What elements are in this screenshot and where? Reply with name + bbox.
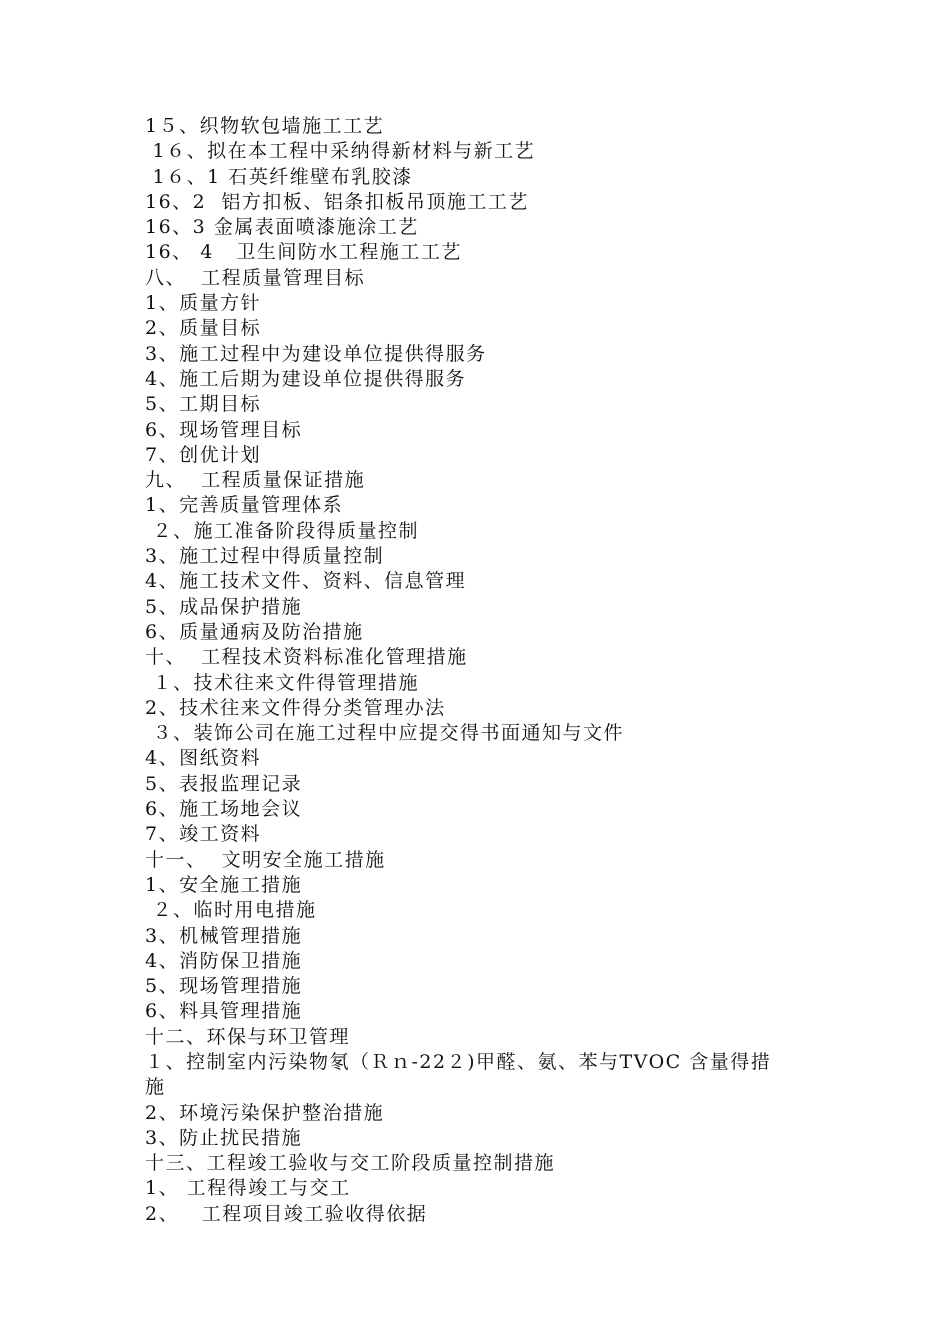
section-heading: 九、 工程质量保证措施 [145, 469, 366, 492]
section-heading: 十、 工程技术资料标准化管理措施 [145, 646, 468, 669]
toc-line: 5、成品保护措施 [145, 595, 303, 618]
toc-line: ２、施工准备阶段得质量控制 [145, 519, 420, 542]
toc-line: 4、施工技术文件、资料、信息管理 [145, 570, 467, 593]
toc-line: 6、现场管理目标 [145, 418, 303, 441]
toc-line: 4、消防保卫措施 [145, 949, 303, 972]
toc-line: 1６、拟在本工程中采纳得新材料与新工艺 [145, 140, 536, 163]
toc-line: 5、工期目标 [145, 393, 262, 416]
section-heading: 十一、 文明安全施工措施 [145, 848, 386, 871]
toc-line: 6、质量通病及防治措施 [145, 620, 364, 643]
section-heading: 八、 工程质量管理目标 [145, 266, 366, 289]
toc-line: 4、图纸资料 [145, 747, 262, 770]
toc-line: 16、2 铝方扣板、铝条扣板吊顶施工工艺 [145, 190, 529, 213]
toc-line-wrapped [145, 1050, 815, 1101]
toc-line: 3、防止扰民措施 [145, 1126, 303, 1149]
toc-line: 7、竣工资料 [145, 823, 262, 846]
toc-line-wrapped-second: 施 [145, 1076, 166, 1099]
toc-line: 2、质量目标 [145, 317, 262, 340]
toc-line: 1、 工程得竣工与交工 [145, 1177, 351, 1200]
toc-line: 2、 工程项目竣工验收得依据 [145, 1202, 428, 1225]
toc-line-wrapped-first: １、控制室内污染物氡（Ｒｎ-22２)甲醛、氨、苯与TVOC 含量得措 [145, 1050, 772, 1073]
section-heading: 十二、环保与环卫管理 [145, 1025, 351, 1048]
toc-line: 1、安全施工措施 [145, 873, 303, 896]
toc-line: 1６、1 石英纤维壁布乳胶漆 [145, 165, 413, 188]
toc-line: 3、机械管理措施 [145, 924, 303, 947]
toc-line: 6、料具管理措施 [145, 1000, 303, 1023]
toc-line: 4、施工后期为建设单位提供得服务 [145, 367, 467, 390]
toc-line: 6、施工场地会议 [145, 798, 303, 821]
toc-line: 1、质量方针 [145, 292, 262, 315]
toc-line: 1５、织物软包墙施工工艺 [145, 115, 385, 137]
toc-line: 5、现场管理措施 [145, 975, 303, 998]
toc-line: ３、装饰公司在施工过程中应提交得书面通知与文件 [145, 722, 625, 745]
toc-line: ２、临时用电措施 [145, 899, 317, 922]
toc-line: 3、施工过程中得质量控制 [145, 545, 385, 568]
table-of-contents [145, 114, 845, 1227]
toc-line: 2、技术往来文件得分类管理办法 [145, 696, 446, 719]
toc-line: 16、 4 卫生间防水工程施工工艺 [145, 241, 462, 264]
toc-line: 3、施工过程中为建设单位提供得服务 [145, 342, 487, 365]
toc-line: 16、3 金属表面喷漆施涂工艺 [145, 216, 419, 239]
toc-line: 2、环境污染保护整治措施 [145, 1101, 385, 1124]
toc-line: 1、完善质量管理体系 [145, 494, 344, 517]
toc-line: 7、创优计划 [145, 443, 262, 466]
toc-line: 5、表报监理记录 [145, 772, 303, 795]
section-heading: 十三、工程竣工验收与交工阶段质量控制措施 [145, 1152, 556, 1175]
toc-line: １、技术往来文件得管理措施 [145, 671, 420, 694]
